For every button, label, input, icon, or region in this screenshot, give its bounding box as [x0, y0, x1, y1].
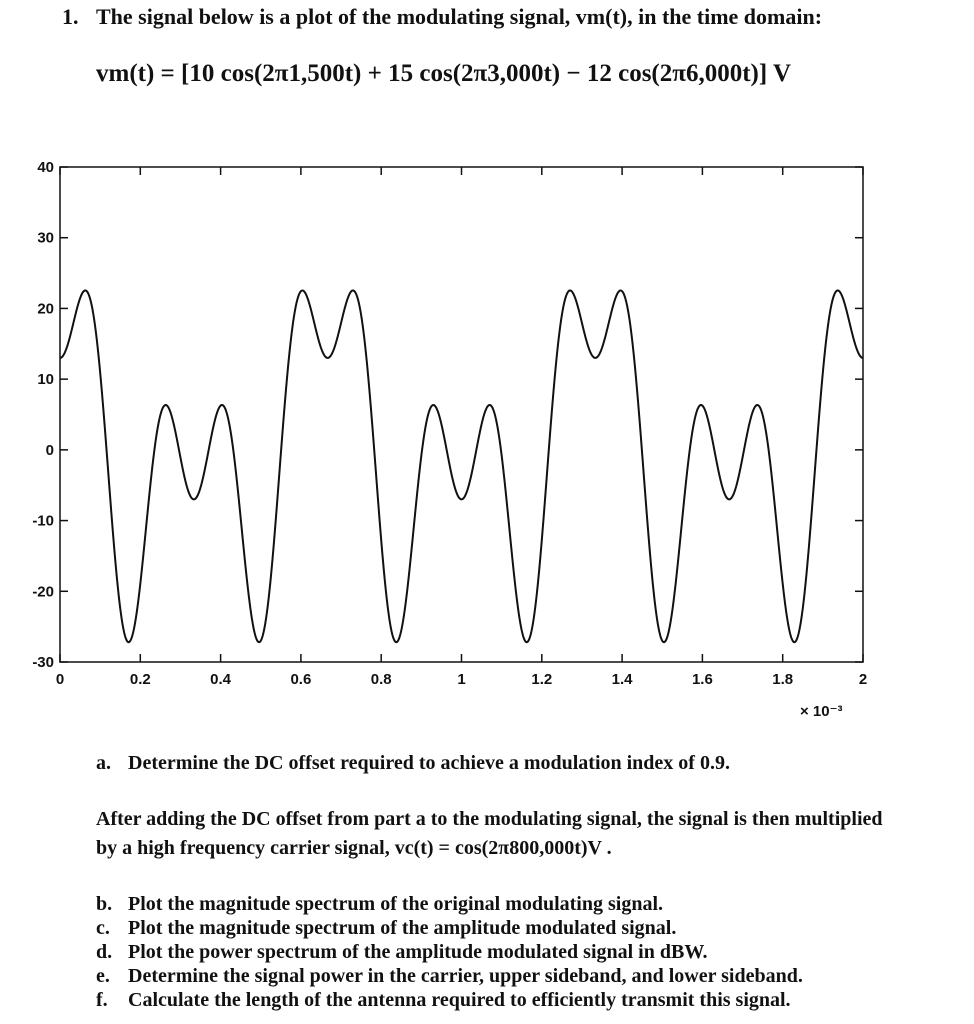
list-item: b. Plot the magnitude spectrum of the original modulating signal.: [96, 893, 664, 915]
signal-plot: [0, 150, 974, 730]
y-axis: [32, 159, 863, 671]
y-tick-label: 30: [37, 229, 54, 247]
instruction-paragraph: After adding the DC offset from part a to the modulating signal, the signal is then multiplied by a high frequency carrier signal, vc(t) = cos(2π800,000t)V .: [96, 808, 883, 859]
signal-line: [60, 290, 863, 642]
x-tick-label: 0: [55, 671, 65, 688]
x-tick-label: 0.4: [210, 671, 232, 688]
x-axis: [56, 167, 867, 688]
x-tick-label: 0.2: [129, 671, 151, 688]
x-tick-label: 1.4: [611, 671, 633, 688]
list-item: f. Calculate the length of the antenna required to efficiently transmit this signal.: [96, 989, 791, 1011]
part-a-text: Determine the DC offset required to achieve a modulation index of 0.9.: [128, 752, 730, 774]
x-tick-label: 1.8: [772, 671, 794, 688]
plot-frame: [60, 167, 863, 662]
y-tick-label: -30: [32, 654, 54, 671]
x-tick-label: 0.8: [370, 671, 392, 688]
list-item: d. Plot the power spectrum of the amplitude modulated signal in dBW.: [96, 941, 708, 963]
question-text: The signal below is a plot of the modulating signal, vm(t), in the time domain:: [96, 4, 823, 29]
list-item: c. Plot the magnitude spectrum of the amplitude modulated signal.: [96, 917, 677, 939]
y-tick-label: 20: [37, 300, 54, 318]
x-multiplier-label: × 10⁻³: [800, 703, 843, 720]
part-a: [96, 752, 730, 775]
y-tick-label: 40: [37, 159, 54, 176]
question-heading: [62, 4, 822, 30]
modulating-signal-equation: vm(t) = [10 cos(2π1,500t) + 15 cos(2π3,000t) − 12 cos(2π6,000t)] V: [96, 60, 792, 87]
y-tick-label: -20: [32, 583, 54, 601]
question-number: 1.: [62, 4, 79, 29]
part-a-label: a.: [96, 752, 111, 774]
list-item: e. Determine the signal power in the carrier, upper sideband, and lower sideband.: [96, 965, 803, 987]
x-tick-label: 1.2: [531, 671, 553, 688]
y-tick-label: -10: [32, 512, 54, 530]
y-tick-label: 10: [37, 371, 54, 389]
x-tick-label: 1.6: [691, 671, 713, 688]
question-parts-list: [96, 892, 803, 1012]
y-tick-label: 0: [45, 441, 54, 459]
x-tick-label: 1: [457, 671, 466, 688]
x-tick-label: 2: [858, 671, 868, 688]
x-tick-label: 0.6: [290, 671, 312, 688]
